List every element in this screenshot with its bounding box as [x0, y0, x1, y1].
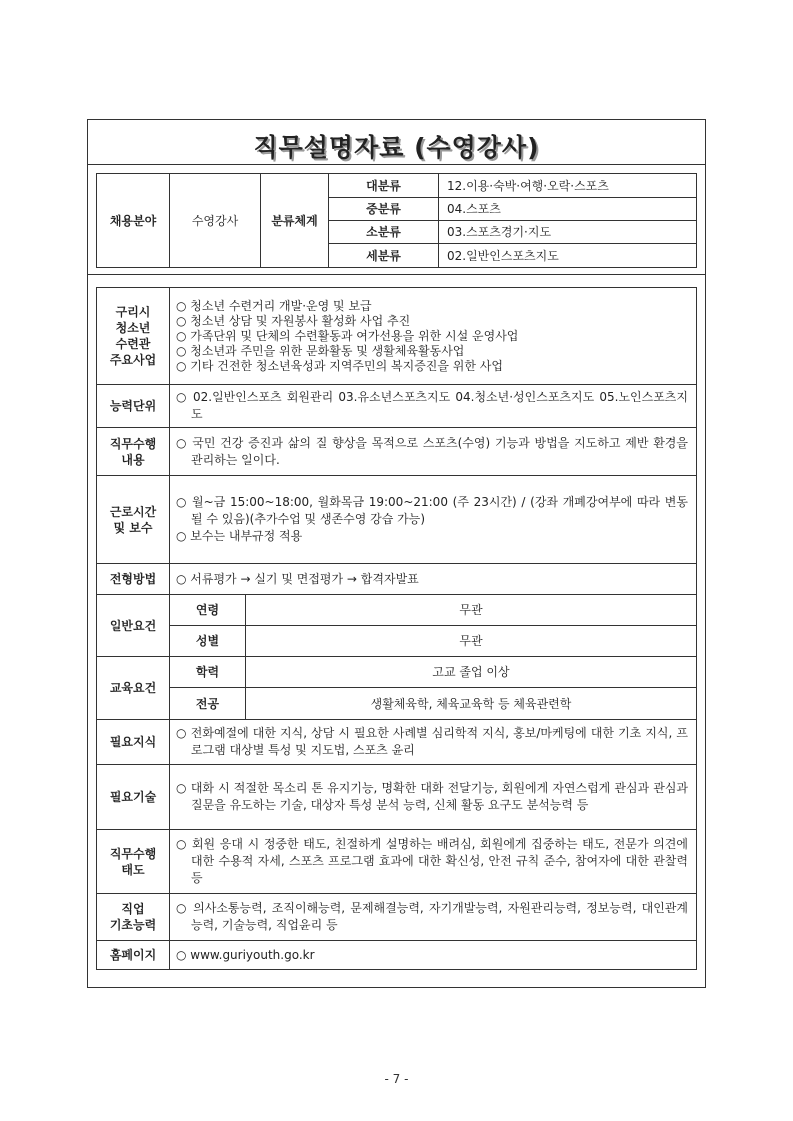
- knowledge-text: ○ 전화예절에 대한 지식, 상담 시 필요한 사례별 심리학적 지식, 홍보/마케팅에 대한 기초 지식, 프로그램 대상별 특성 및 지도법, 스포츠 윤리: [176, 726, 688, 757]
- homepage-url[interactable]: ○ www.guriyouth.go.kr: [176, 947, 315, 962]
- skills-cell: [170, 765, 697, 830]
- attitude-text: ○ 회원 응대 시 정중한 태도, 친절하게 설명하는 배려심, 회원에게 집중하는 태도, 전문가 의견에 대한 수용적 자세, 스포츠 프로그램 효과에 대한 확신성, 안전 규칙 준수, 참여자에 대한 관찰력 등: [176, 837, 688, 885]
- main-business-item: ○ 청소년과 주민을 위한 문화활동 및 생활체육활동사업: [176, 343, 465, 358]
- class-middle-value: 04.스포츠: [439, 198, 697, 221]
- main-business-label: 구리시 청소년 수련관 주요사업: [97, 288, 170, 385]
- skills-text: ○ 대화 시 적절한 목소리 톤 유지기능, 명확한 대화 전달기능, 회원에게 자연스럽게 관심과 관심과 질문을 유도하는 기술, 대상자 특성 분석 능력, 신체 활동 요구도 분석능력 등: [176, 781, 688, 812]
- main-business-list: [170, 288, 697, 385]
- attitude-label: 직무수행 태도: [97, 830, 170, 894]
- homepage-link[interactable]: [170, 941, 697, 970]
- major-value: 생활체육학, 체육교육학 등 체육관련학: [246, 688, 697, 720]
- ability-unit-label: 능력단위: [97, 385, 170, 428]
- class-minor-label: 소분류: [329, 221, 439, 244]
- class-major-value: 12.이용·숙박·여행·오락·스포츠: [439, 174, 697, 198]
- job-content-label: 직무수행 내용: [97, 428, 170, 476]
- knowledge-label: 필요지식: [97, 720, 170, 765]
- selection-text: ○ 서류평가 → 실기 및 면접평가 → 합격자발표: [176, 571, 419, 586]
- general-req-label: 일반요건: [97, 595, 170, 657]
- class-detail-label: 세분류: [329, 244, 439, 268]
- attitude-cell: [170, 830, 697, 894]
- selection-label: 전형방법: [97, 564, 170, 595]
- knowledge-cell: [170, 720, 697, 765]
- education-level-value: 고교 졸업 이상: [246, 657, 697, 688]
- classification-label: 분류체계: [261, 174, 329, 268]
- age-value: 무관: [246, 595, 697, 626]
- skills-label: 필요기술: [97, 765, 170, 830]
- work-hours-cell: [170, 476, 697, 564]
- page-number: - 7 -: [384, 1072, 409, 1086]
- document-frame: [87, 119, 706, 988]
- main-business-item: ○ 청소년 상담 및 자원봉사 활성화 사업 추진: [176, 313, 411, 328]
- main-business-item: ○ 청소년 수련거리 개발·운영 및 보급: [176, 298, 372, 313]
- title-divider: [88, 164, 705, 165]
- class-minor-value: 03.스포츠경기·지도: [439, 221, 697, 244]
- education-level-label: 학력: [170, 657, 246, 688]
- header-table: [96, 173, 697, 268]
- basic-ability-label: 직업 기초능력: [97, 894, 170, 941]
- main-business-item: ○ 기타 건전한 청소년육성과 지역주민의 복지증진을 위한 사업: [176, 358, 503, 373]
- major-label: 전공: [170, 688, 246, 720]
- details-table: [96, 287, 697, 970]
- basic-ability-cell: [170, 894, 697, 941]
- selection-cell: [170, 564, 697, 595]
- class-major-label: 대분류: [329, 174, 439, 198]
- salary-text: ○ 보수는 내부규정 적용: [176, 529, 303, 543]
- job-content-cell: [170, 428, 697, 476]
- field-value: 수영강사: [170, 174, 261, 268]
- main-business-item: ○ 가족단위 및 단체의 수련활동과 여가선용을 위한 시설 운영사업: [176, 328, 519, 343]
- page-title: 직무설명자료 (수영강사): [253, 133, 540, 162]
- section-divider: [88, 274, 705, 275]
- field-label: 채용분야: [97, 174, 170, 268]
- job-content-text: ○ 국민 건강 증진과 삶의 질 향상을 목적으로 스포츠(수영) 기능과 방법을 지도하고 제반 환경을 관리하는 일이다.: [176, 435, 688, 467]
- education-req-label: 교육요건: [97, 657, 170, 720]
- work-hours-text: ○ 월~금 15:00~18:00, 월화목금 19:00~21:00 (주 23시간) / (강좌 개폐강여부에 따라 변동될 수 있음)(추가수업 및 생존수영 강습 가능): [176, 495, 688, 526]
- homepage-label: 홈페이지: [97, 941, 170, 970]
- gender-label: 성별: [170, 626, 246, 657]
- class-detail-value: 02.일반인스포츠지도: [439, 244, 697, 268]
- work-hours-label: 근로시간 및 보수: [97, 476, 170, 564]
- basic-ability-text: ○ 의사소통능력, 조직이해능력, 문제해결능력, 자기개발능력, 자원관리능력, 정보능력, 대인관계능력, 기술능력, 직업윤리 등: [176, 901, 688, 932]
- class-middle-label: 중분류: [329, 198, 439, 221]
- age-label: 연령: [170, 595, 246, 626]
- ability-unit-cell: [170, 385, 697, 428]
- gender-value: 무관: [246, 626, 697, 657]
- ability-unit-text: ○ 02.일반인스포츠 회원관리 03.유소년스포츠지도 04.청소년·성인스포츠지도 05.노인스포츠지도: [176, 390, 688, 421]
